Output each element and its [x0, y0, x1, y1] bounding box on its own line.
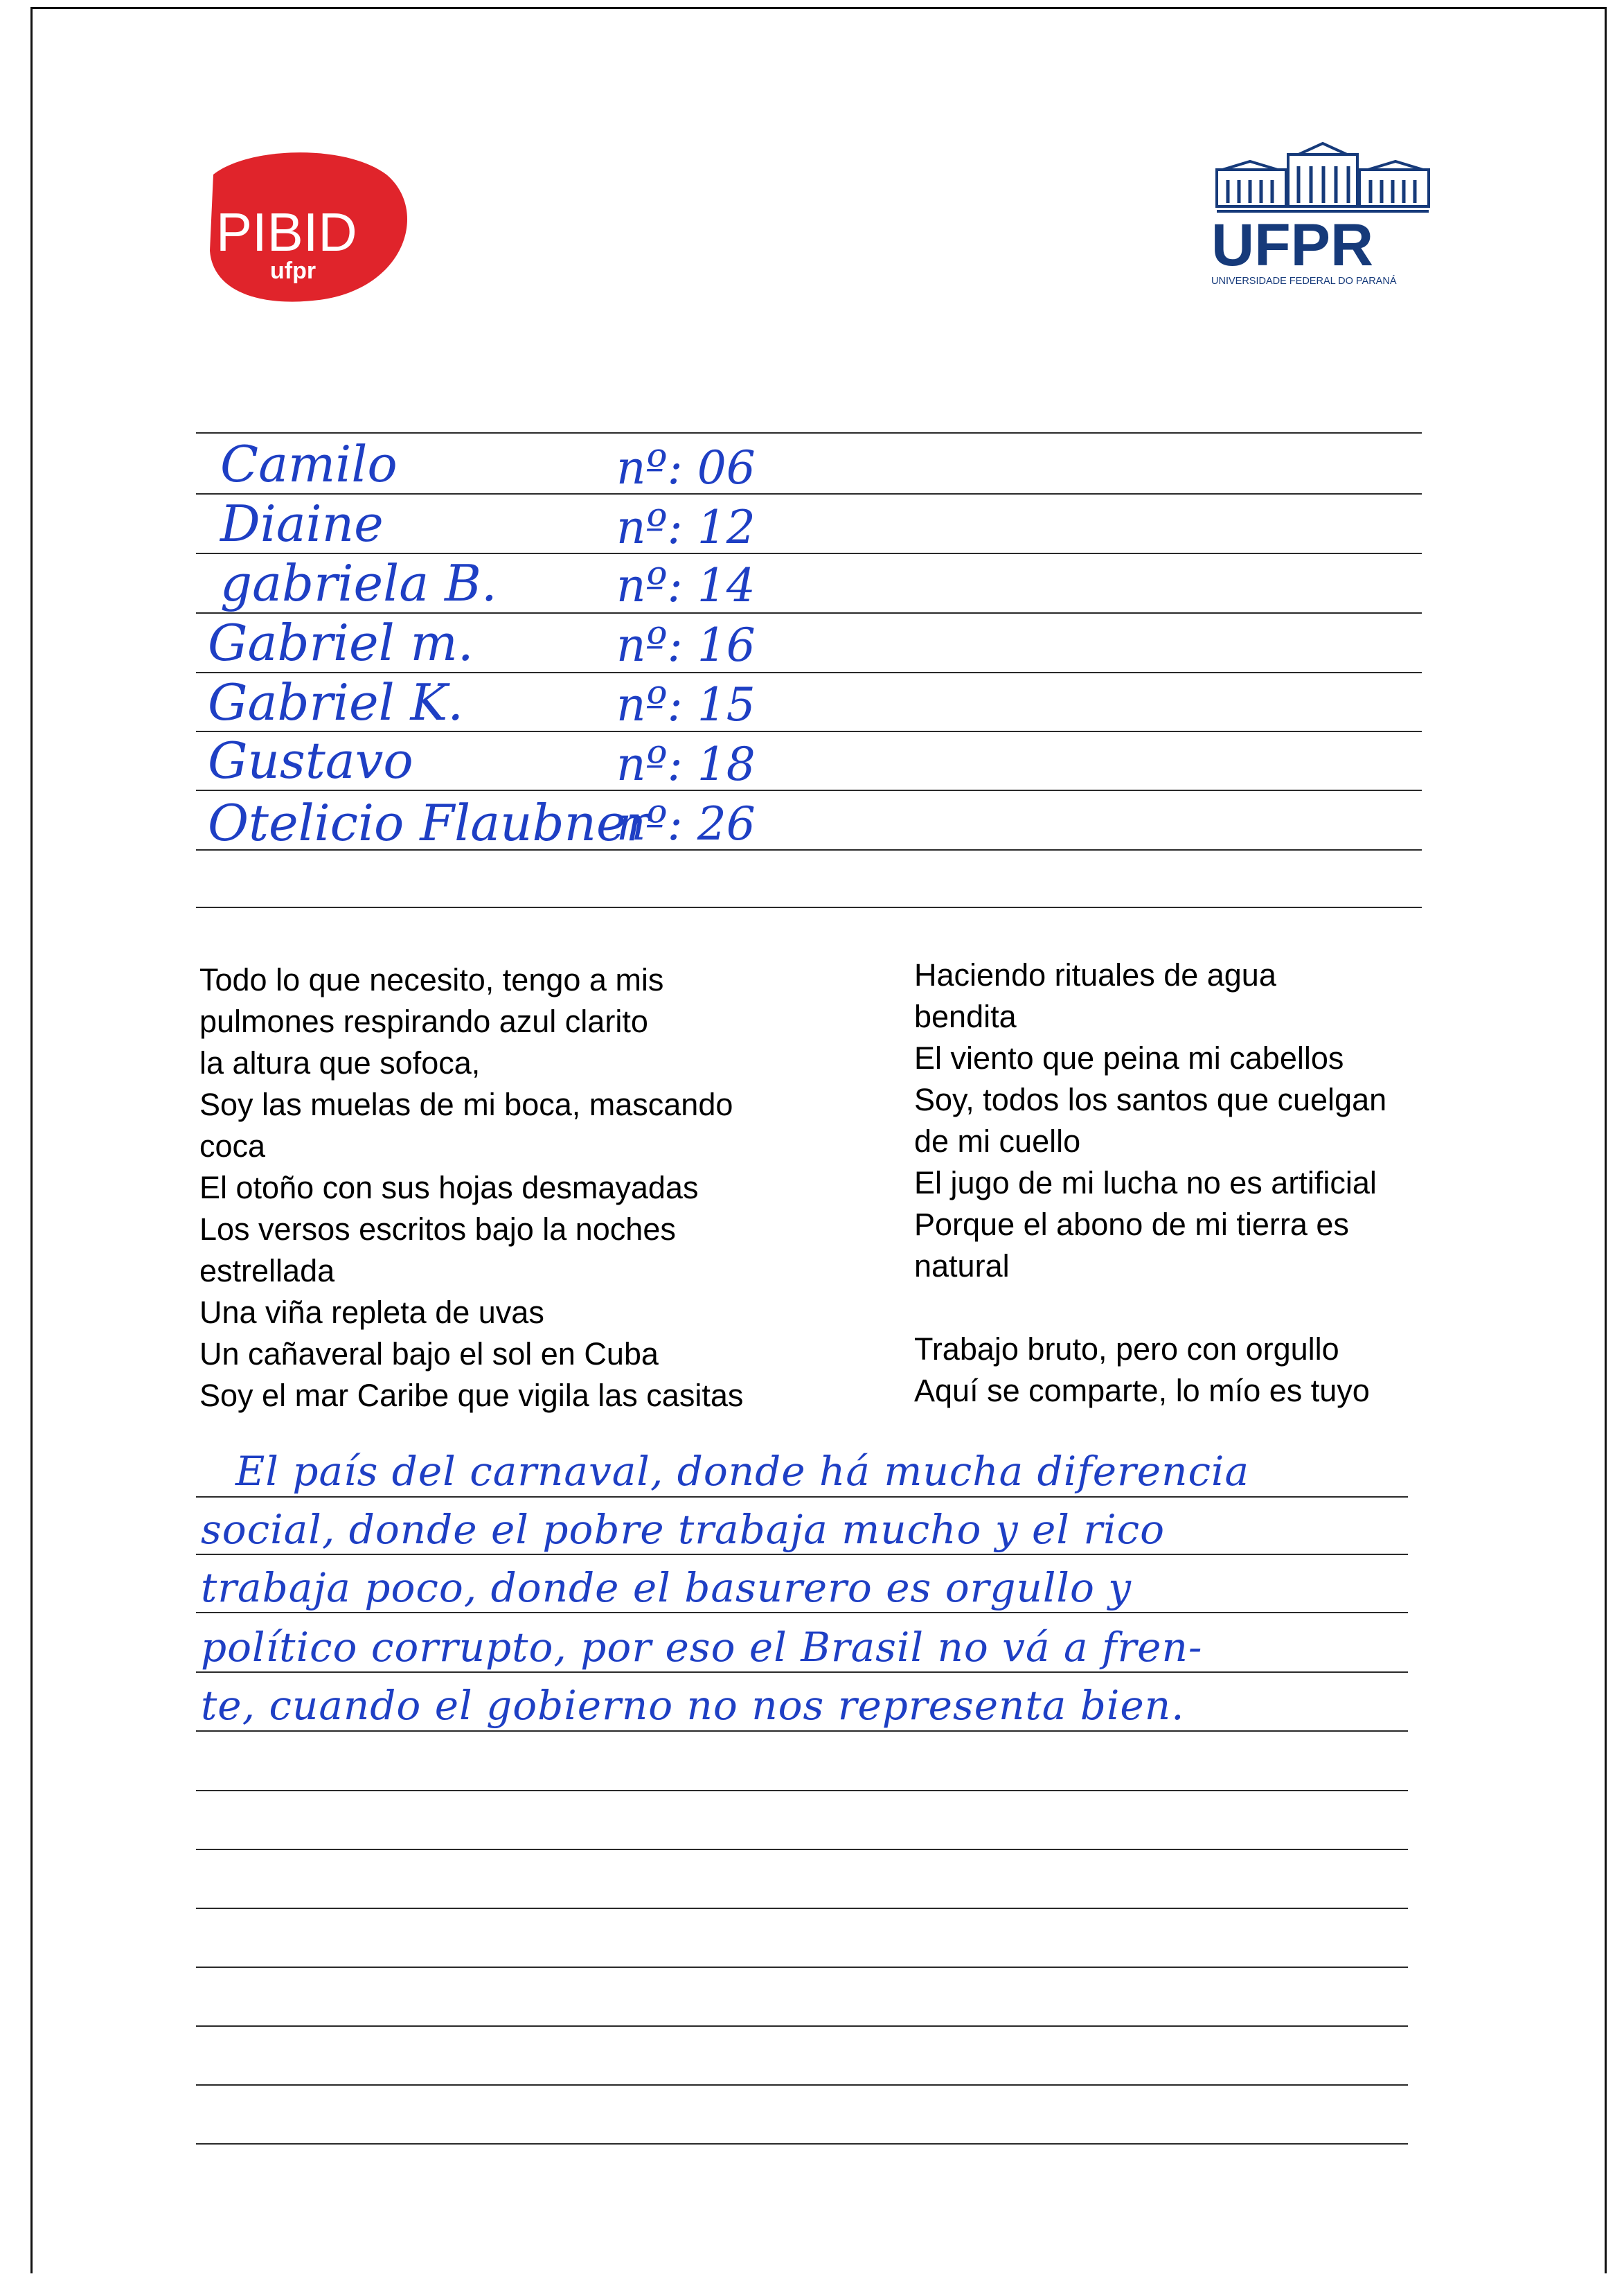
rule-line: [196, 2025, 1408, 2027]
ufpr-wordmark: UFPR: [1211, 212, 1374, 278]
paragraph-line: trabaja poco, donde el basurero es orgullo y: [201, 1564, 1132, 1611]
student-name: Gabriel K.: [208, 673, 464, 731]
student-name: gabriela B.: [220, 554, 497, 612]
poem-line: natural: [914, 1248, 1010, 1284]
student-number: nº: 26: [616, 797, 756, 851]
rule-line: [196, 2084, 1408, 2086]
poem-line: Aquí se comparte, lo mío es tuyo: [914, 1373, 1370, 1408]
rule-line: [196, 1908, 1408, 1909]
poem-line: Una viña repleta de uvas: [199, 1295, 544, 1330]
poem-line: de mi cuello: [914, 1124, 1081, 1159]
student-name: Diaine: [220, 495, 384, 553]
poem-line: la altura que sofoca,: [199, 1045, 481, 1081]
poem-line: Un cañaveral bajo el sol en Cuba: [199, 1336, 659, 1372]
poem-line: Los versos escritos bajo la noches: [199, 1211, 676, 1247]
poem-left-column: [199, 959, 743, 1417]
poem-line: Porque el abono de mi tierra es: [914, 1207, 1349, 1242]
pibid-wordmark: PIBID: [216, 202, 357, 263]
rule-line: [196, 432, 1422, 434]
poem-line: estrellada: [199, 1253, 335, 1288]
poem-line: Todo lo que necesito, tengo a mis: [199, 962, 664, 997]
rule-line: [196, 2143, 1408, 2145]
poem-line: El viento que peina mi cabellos: [914, 1040, 1344, 1076]
student-name: Gabriel m.: [208, 614, 474, 672]
poem-line: bendita: [914, 999, 1017, 1034]
student-number: nº: 15: [616, 678, 756, 731]
rule-line: [196, 1790, 1408, 1791]
rule-line: [196, 1967, 1408, 1968]
poem-line: Haciendo rituales de agua: [914, 957, 1276, 993]
ufpr-sub: UNIVERSIDADE FEDERAL DO PARANÁ: [1211, 276, 1397, 287]
rule-line: [196, 907, 1422, 908]
rule-line: [196, 790, 1422, 791]
paragraph-line: social, donde el pobre trabaja mucho y el rico: [201, 1506, 1166, 1553]
ufpr-logo: [1208, 142, 1437, 301]
pibid-logo: [206, 147, 414, 303]
student-name: Otelicio Flaubner: [208, 794, 650, 852]
paragraph-line: El país del carnaval, donde há mucha diferencia: [235, 1448, 1250, 1495]
student-number: nº: 06: [616, 441, 756, 495]
poem-line: Soy el mar Caribe que vigila las casitas: [199, 1378, 744, 1413]
pibid-sub: ufpr: [270, 258, 316, 284]
poem-line: El otoño con sus hojas desmayadas: [199, 1170, 699, 1205]
student-number: nº: 14: [616, 559, 756, 612]
paragraph-line: te, cuando el gobierno no nos representa bien.: [201, 1682, 1185, 1729]
paragraph-line: político corrupto, por eso el Brasil no vá a fren-: [201, 1624, 1203, 1671]
rule-line: [196, 1849, 1408, 1850]
poem-line: coca: [199, 1128, 266, 1164]
student-name: Gustavo: [208, 731, 413, 790]
poem-stanza-break: [914, 1287, 1386, 1329]
poem-line: Soy las muelas de mi boca, mascando: [199, 1087, 733, 1122]
student-number: nº: 12: [616, 501, 756, 554]
student-name: Camilo: [220, 435, 398, 493]
poem-right-column: [914, 955, 1386, 1412]
poem-line: pulmones respirando azul clarito: [199, 1004, 648, 1039]
student-number: nº: 16: [616, 619, 756, 672]
poem-line: Trabajo bruto, pero con orgullo: [914, 1331, 1339, 1367]
poem-line: Soy, todos los santos que cuelgan: [914, 1082, 1387, 1117]
student-number: nº: 18: [616, 738, 756, 791]
poem-line: El jugo de mi lucha no es artificial: [914, 1165, 1377, 1200]
